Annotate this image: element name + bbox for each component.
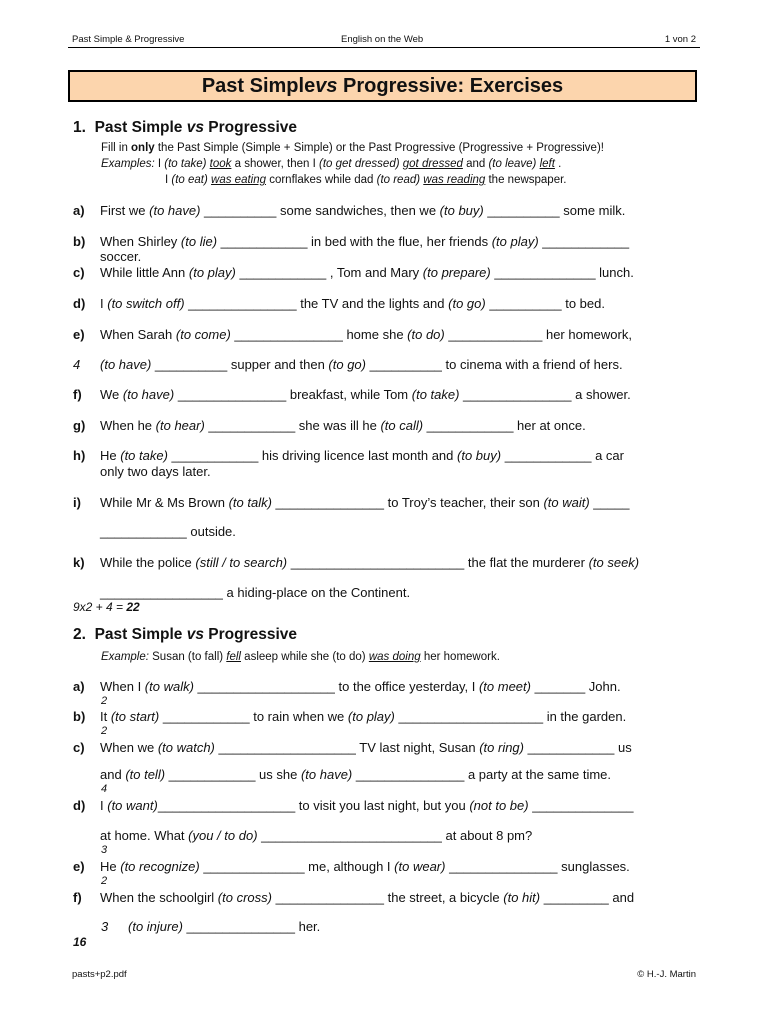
item-label: f) [73, 890, 82, 905]
exercise-2f-line2: (to injure) _______________ her. [128, 919, 321, 934]
item-label: k) [73, 555, 85, 570]
section-1-title: 1. Past Simple vs Progressive [73, 119, 298, 136]
exercise-1h: He (to take) ____________ his driving licence last month and (to buy) ____________ a car [100, 448, 624, 463]
item-label: e) [73, 859, 85, 874]
footer-filename: pasts+p2.pdf [72, 969, 127, 980]
item-label: d) [73, 798, 86, 813]
section-2-total: 16 [73, 935, 87, 949]
example-line-1: Examples: I (to take) took a shower, then I (to get dressed) got dressed and (to leave) left . [101, 158, 562, 170]
exercise-1i: While Mr & Ms Brown (to talk) _______________ to Troy’s teacher, their son (to wait) _____ [100, 495, 630, 510]
item-label: a) [73, 679, 85, 694]
exercise-2d-line2: at home. What (you / to do) _________________________ at about 8 pm? [100, 828, 533, 843]
item-label: d) [73, 296, 86, 311]
section-2-title: 2. Past Simple vs Progressive [73, 626, 298, 643]
exercise-2d: I (to want)___________________ to visit you last night, but you (not to be) ______________ [100, 798, 634, 813]
exercise-2e: He (to recognize) ______________ me, although I (to wear) _______________ sunglasses. [100, 859, 630, 874]
header-divider [68, 47, 700, 48]
item-label: c) [73, 740, 85, 755]
exercise-1e: When Sarah (to come) _______________ home she (to do) _____________ her homework, [100, 327, 632, 342]
points-mark: 2 [101, 695, 108, 707]
points-mark: 2 [101, 725, 108, 737]
exercise-2a: When I (to walk) ___________________ to the office yesterday, I (to meet) _______ John. [100, 679, 621, 694]
exercise-1e-line2: (to have) __________ supper and then (to go) __________ to cinema with a friend of hers. [100, 357, 623, 372]
points-mark: 2 [101, 875, 108, 887]
item-label: h) [73, 448, 86, 463]
item-label: c) [73, 265, 85, 280]
header-left: Past Simple & Progressive [72, 34, 185, 45]
example-line-2: I (to eat) was eating cornflakes while dad (to read) was reading the newspaper. [165, 174, 567, 186]
exercise-1h-line2: only two days later. [100, 464, 211, 479]
exercise-1b-line2: soccer. [100, 249, 142, 264]
exercise-2c-line2: and (to tell) ____________ us she (to have) _______________ a party at the same time. [100, 767, 612, 782]
exercise-1k: While the police (still / to search) ________________________ the flat the murderer (to seek) [100, 555, 640, 570]
exercise-1k-line2: _________________ a hiding-place on the Continent. [100, 585, 411, 600]
footer-copyright: © H.-J. Martin [637, 969, 696, 980]
section-1-instruction: Fill in only the Past Simple (Simple + Simple) or the Past Progressive (Progressive + Progressive)! [101, 142, 604, 154]
points-mark: 4 [101, 783, 108, 795]
header-page: 1 von 2 [664, 34, 696, 45]
points-mark: 4 [73, 357, 81, 372]
item-label: g) [73, 418, 86, 433]
points-mark: 3 [101, 919, 109, 934]
exercise-1c: While little Ann (to play) ____________ , Tom and Mary (to prepare) ______________ lunch. [100, 265, 634, 280]
item-label: a) [73, 203, 85, 218]
item-label: b) [73, 709, 86, 724]
item-label: b) [73, 234, 86, 249]
exercise-2c: When we (to watch) ___________________ TV last night, Susan (to ring) ____________ us [100, 740, 632, 755]
item-label: f) [73, 387, 82, 402]
exercise-1f: We (to have) _______________ breakfast, while Tom (to take) _______________ a shower. [100, 387, 631, 402]
item-label: i) [73, 495, 81, 510]
exercise-1a: First we (to have) __________ some sandwiches, then we (to buy) __________ some milk. [100, 203, 626, 218]
page-title: Past Simple vs Progressive: Exercises [68, 70, 697, 102]
points-mark: 3 [101, 844, 108, 856]
header-center: English on the Web [341, 34, 424, 45]
exercise-1g: When he (to hear) ____________ she was ill he (to call) ____________ her at once. [100, 418, 586, 433]
exercise-1b: When Shirley (to lie) ____________ in bed with the flue, her friends (to play) ____________ [100, 234, 630, 249]
exercise-2b: It (to start) ____________ to rain when we (to play) ____________________ in the garden. [100, 709, 627, 724]
exercise-1i-line2: ____________ outside. [100, 524, 236, 539]
item-label: e) [73, 327, 85, 342]
exercise-1d: I (to switch off) _______________ the TV and the lights and (to go) __________ to bed. [100, 296, 605, 311]
section-1-total: 9x2 + 4 = 22 [73, 600, 140, 614]
exercise-2f: When the schoolgirl (to cross) _______________ the street, a bicycle (to hit) _________ and [100, 890, 635, 905]
section-2-example: Example: Susan (to fall) fell asleep while she (to do) was doing her homework. [101, 651, 500, 663]
